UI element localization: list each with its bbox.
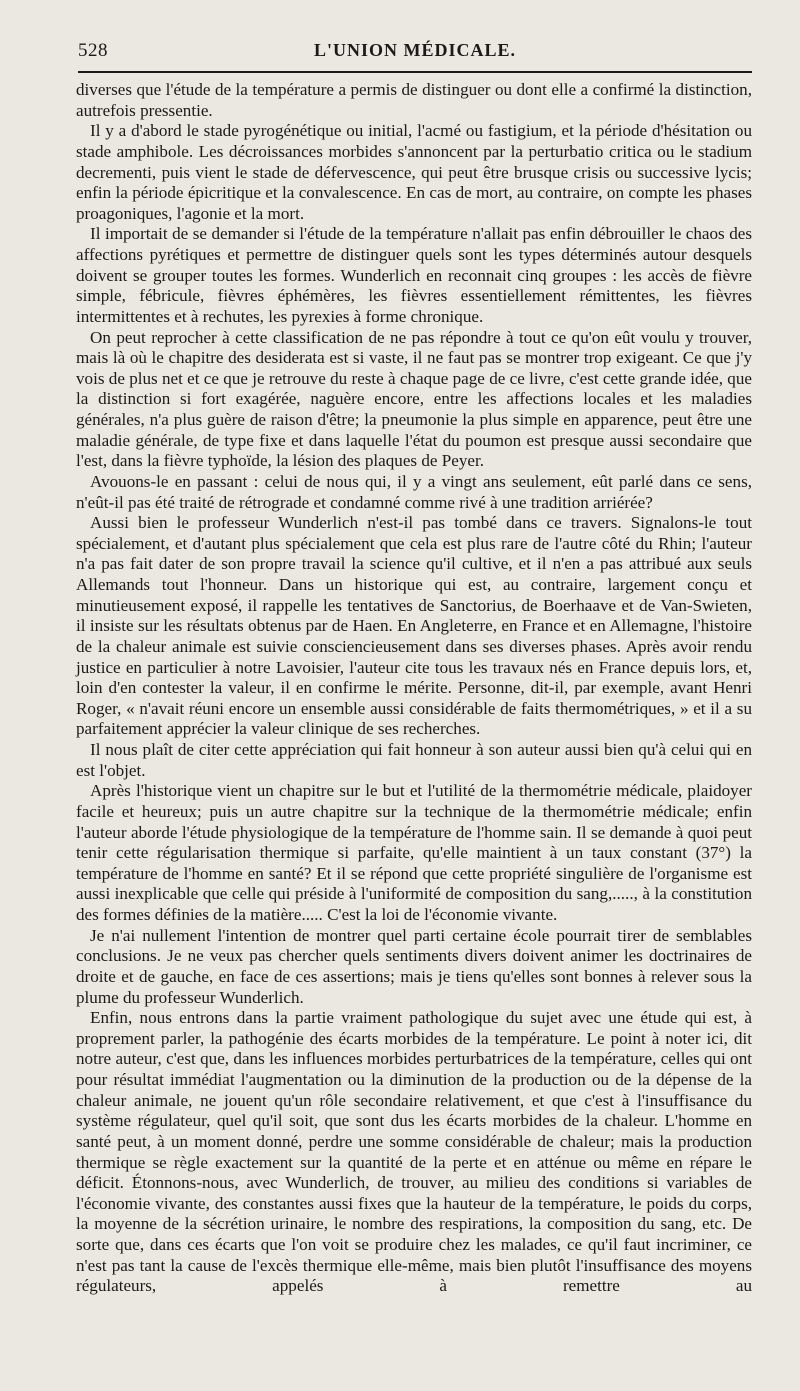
page-header bbox=[78, 36, 752, 66]
paragraph: Après l'historique vient un chapitre sur le but et l'utilité de la thermométrie médicale, plaidoyer facile et heureux; puis un autre chapitre sur la technique de la thermométrie médicale; enfin l'auteur aborde l'étude physiologique de la température de l'homme sain. Il se demande à quoi peut tenir cette régularisation thermique si parfaite, qu'elle maintient à un taux constant (37°) la température de l'homme en santé? Et il se répond que cette propriété singulière de l'organisme est aussi inexplicable que celle qui préside à l'uniformité de composition du sang,....., à la constitution des formes définies de la matière..... C'est la loi de l'économie vivante. bbox=[76, 781, 752, 924]
paragraph: diverses que l'étude de la température a permis de distinguer ou dont elle a confirmé la distinction, autrefois pressentie. bbox=[76, 80, 752, 120]
running-title: L'UNION MÉDICALE. bbox=[313, 40, 517, 60]
header-rule bbox=[78, 71, 752, 73]
paragraph: Il y a d'abord le stade pyrogénétique ou initial, l'acmé ou fastigium, et la période d'hésitation ou stade amphibole. Les décroissances morbides s'annoncent par la perturbatio critica ou le stadium decrementi, puis vient le stade de défervescence, qui peut être brusque crisis ou successive lycis; enfin la période épicritique et la convalescence. En cas de mort, au contraire, on compte les phases proagoniques, l'agonie et la mort. bbox=[76, 121, 752, 223]
paragraph: Il nous plaît de citer cette appréciation qui fait honneur à son auteur aussi bien qu'à celui qui en est l'objet. bbox=[76, 740, 752, 780]
paragraph: Il importait de se demander si l'étude de la température n'allait pas enfin débrouiller le chaos des affections pyrétiques et permettre de distinguer quels sont les types déterminés autour desquels doivent se grouper toutes les formes. Wunderlich en reconnait cinq groupes : les accès de fièvre simple, fébricule, fièvres éphémères, les fièvres essentiellement rémittentes, les fièvres intermittentes et à rechutes, les pyrexies à forme chronique. bbox=[76, 224, 752, 326]
paragraph: Je n'ai nullement l'intention de montrer quel parti certaine école pourrait tirer de semblables conclusions. Je ne veux pas chercher quels sentiments divers doivent animer les doctrinaires de droite et de gauche, en face de ces assertions; mais je tiens qu'elles sont bonnes à relever sous la plume du professeur Wunderlich. bbox=[76, 925, 752, 1007]
paragraph: Enfin, nous entrons dans la partie vraiment pathologique du sujet avec une étude qui est, à proprement parler, la pathogénie des écarts morbides de la température. Le point à noter ici, dit notre auteur, c'est que, dans les influences morbides perturbatrices de la température, celles qui ont pour résultat immédiat l'augmentation ou la diminution de la production ou de la dépense de la chaleur animale, ne jouent qu'un rôle secondaire relativement, et que c'est à l'insuffisance du système régulateur, quel qu'il soit, que sont dus les écarts morbides de la chaleur. L'homme en santé peut, à un moment donné, perdre une somme considérable de chaleur; mais la production thermique se règle exactement sur la quantité de la perte et en atténue ou même en répare le déficit. Étonnons-nous, avec Wunderlich, de trouver, au milieu des conditions si variables de l'économie vivante, des constantes aussi fixes que la hauteur de la température, le poids du corps, la moyenne de la sécrétion urinaire, le nombre des respirations, la composition du sang, etc. De sorte que, dans ces écarts que l'on voit se produire chez les malades, ce qu'il faut incriminer, ce n'est pas tant la cause de l'excès thermique elle-même, mais bien plutôt l'insuffisance des moyens régulateurs, appelés à remettre au bbox=[76, 1008, 752, 1296]
body-text bbox=[76, 80, 752, 1297]
paragraph: Aussi bien le professeur Wunderlich n'est-il pas tombé dans ce travers. Signalons-le tout spécialement, et d'autant plus spécialement que cela est plus rare de l'autre côté du Rhin; l'auteur n'a pas fait dater de son propre travail la science qu'il cultive, et il n'en a pas attribué aux seuls Allemands tout l'honneur. Dans un historique qui est, au contraire, largement conçu et minutieusement exposé, il rappelle les tentatives de Sanctorius, de Boerhaave et de Van-Swieten, il insiste sur les résultats obtenus par de Haen. En Angleterre, en France et en Allemagne, l'histoire de la chaleur animale est suivie consciencieusement dans ses diverses phases. Après avoir rendu justice en particulier à notre Lavoisier, l'auteur cite tous les travaux nés en France depuis lors, et, loin d'en contester la valeur, il en confirme le mérite. Personne, dit-il, par exemple, avant Henri Roger, « n'avait réuni encore un ensemble aussi considérable de faits thermométriques, » et il a su parfaitement apprécier la valeur clinique de ses recherches. bbox=[76, 513, 752, 739]
paragraph: On peut reprocher à cette classification de ne pas répondre à tout ce qu'on eût voulu y trouver, mais là où le chapitre des desiderata est si vaste, il ne faut pas se montrer trop exigeant. Ce que j'y vois de plus net et ce que je retrouve du reste à chaque page de ce livre, c'est cette grande idée, que la distinction si fort exagérée, naguère encore, entre les affections locales et les maladies générales, n'a plus guère de raison d'être; la pneumonie la plus simple en apparence, peut être une maladie générale, de type fixe et dans laquelle l'état du poumon est presque aussi secondaire que l'est, dans la fièvre typhoïde, la lésion des plaques de Peyer. bbox=[76, 327, 752, 471]
page-number: 528 bbox=[78, 40, 108, 61]
paragraph: Avouons-le en passant : celui de nous qui, il y a vingt ans seulement, eût parlé dans ce sens, n'eût-il pas été traité de rétrograde et condamné comme rivé à une tradition arriérée? bbox=[76, 471, 752, 512]
